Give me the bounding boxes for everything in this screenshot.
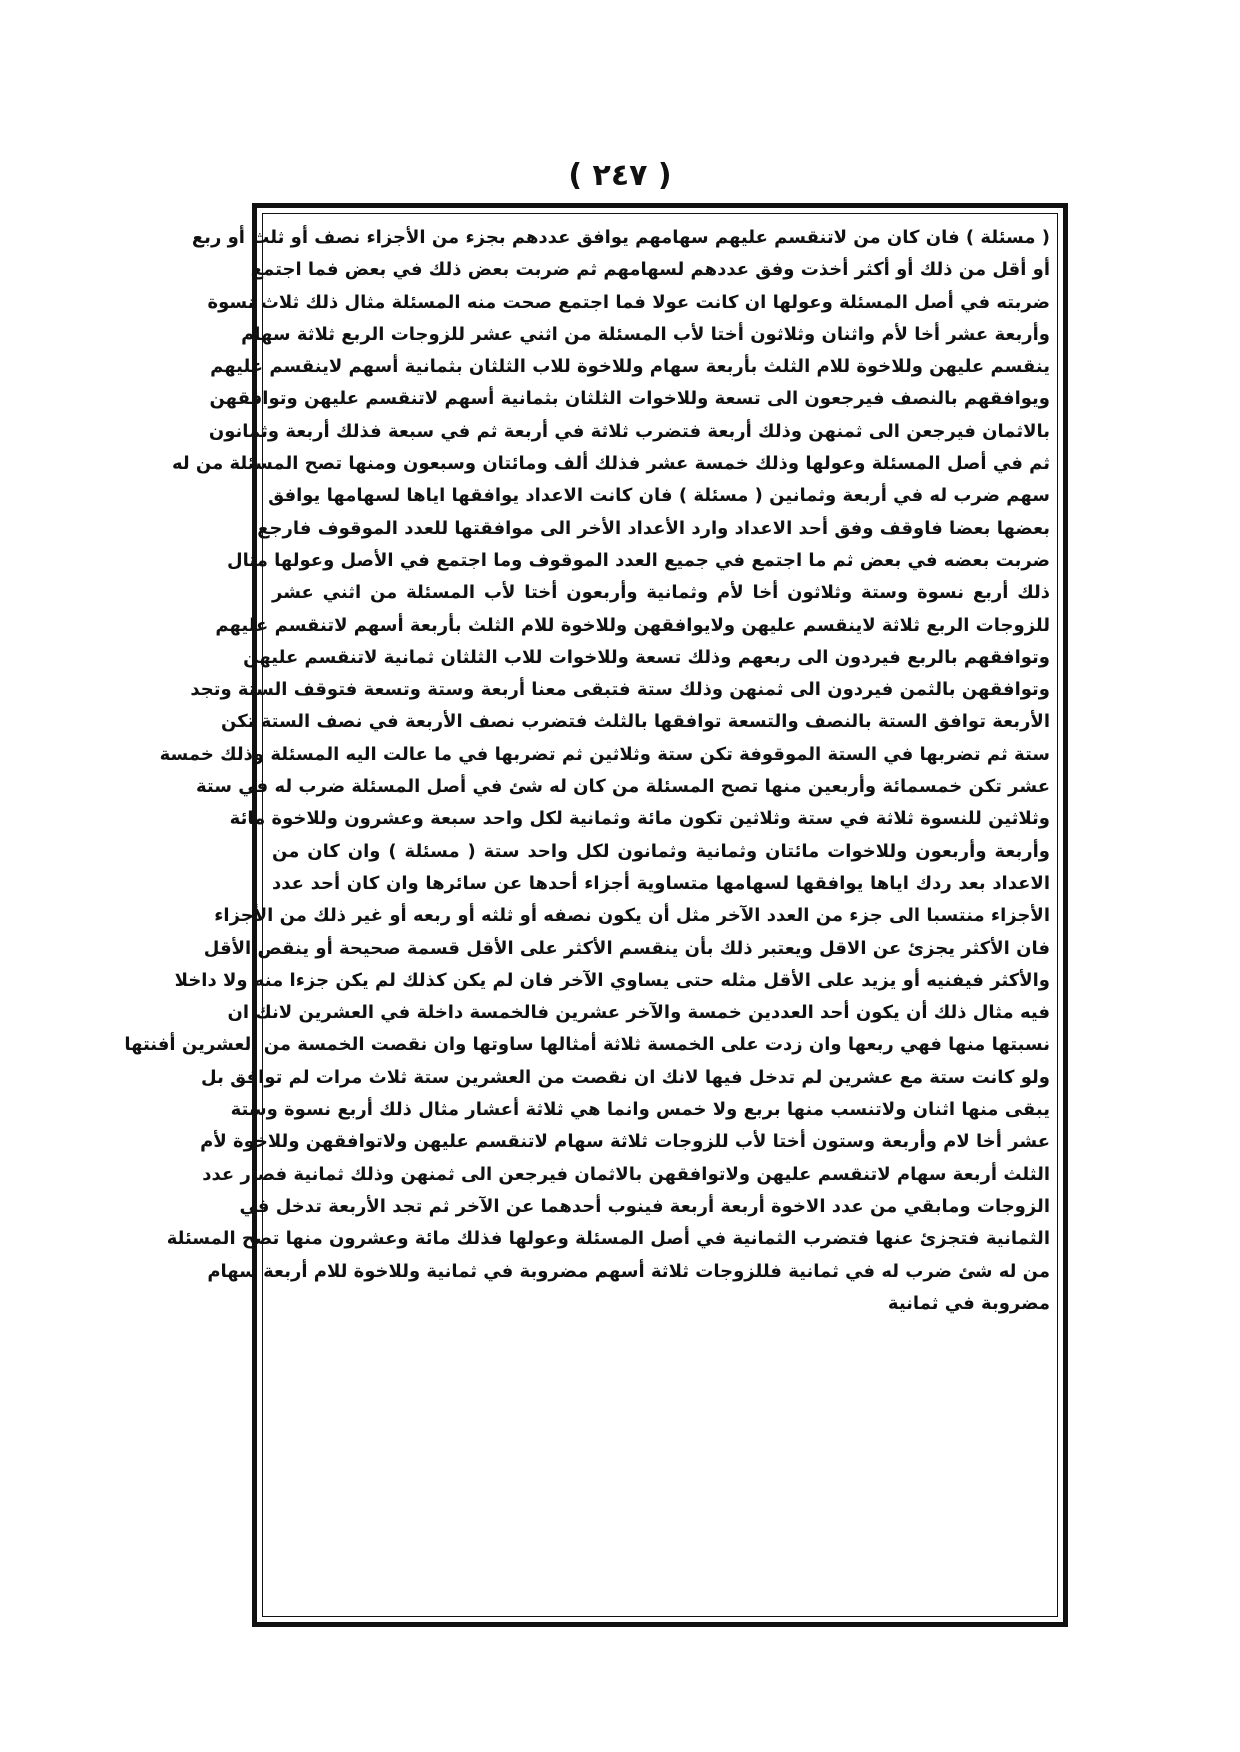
text-line: نسبتها منها فهي ربعها وان زدت على الخمسة ثلاثة أمثالها ساوتها وان نقصت الخمسة من العشرين أفنتها	[124, 1034, 1050, 1056]
text-line: وأربعة عشر أخا لأم واثنان وثلاثون أختا لأب المسئلة من اثني عشر للزوجات الربع ثلاثة سهام	[241, 323, 1050, 345]
text-line: ثم في أصل المسئلة وعولها وذلك خمسة عشر فذلك ألف ومائتان وسبعون ومنها تصح المسئلة من له	[171, 453, 1050, 475]
text-line: وثلاثين للنسوة ثلاثة في ستة وثلاثين تكون مائة وثمانية لكل واحد سبعة وعشرون وللاخوة مائة	[229, 808, 1050, 830]
text-line: ذلك أربع نسوة وستة وثلاثون أخا لأم وثمانية وأربعون أختا لأب المسئلة من اثني عشر	[272, 582, 1050, 604]
text-line: ويوافقهم بالنصف فيرجعون الى تسعة وللاخوات الثلثان بثمانية أسهم لاتنقسم عليهن وتوافقهن	[209, 388, 1050, 410]
text-line: الزوجات ومابقي من عدد الاخوة أربعة أربعة فينوب أحدهما عن الآخر ثم تجد الأربعة تدخل في	[239, 1195, 1050, 1217]
page-number: ( ٢٤٧ )	[568, 158, 672, 193]
text-line: فيه مثال ذلك أن يكون أحد العددين خمسة والآخر عشرين فالخمسة داخلة في العشرين لانك ان	[227, 1002, 1050, 1024]
text-line: ضربته في أصل المسئلة وعولها ان كانت عولا فما اجتمع صحت منه المسئلة مثال ذلك ثلاث نسوة	[207, 291, 1050, 313]
text-line: من له شئ ضرب له في ثمانية فللزوجات ثلاثة أسهم مضروبة في ثمانية وللاخوة للام أربعة سهام	[207, 1260, 1050, 1282]
text-line: ضربت بعضه في بعض ثم ما اجتمع في جميع العدد الموقوف وما اجتمع في الأصل وعولها مثال	[226, 549, 1050, 571]
text-line: الثمانية فتجزئ عنها فتضرب الثمانية في أصل المسئلة وعولها فذلك مائة وعشرون منها تصح المسئلة	[166, 1228, 1050, 1250]
text-line: ينقسم عليهن وللاخوة للام الثلث بأربعة سهام وللاخوة للاب الثلثان بثمانية أسهم لاينقسم عليهم	[210, 356, 1050, 378]
text-line: مضروبة في ثمانية	[887, 1292, 1050, 1314]
text-line: وأربعة وأربعون وللاخوات مائتان وثمانية وثمانون لكل واحد ستة ( مسئلة ) وان كان من	[272, 840, 1050, 862]
text-line: الأربعة توافق الستة بالنصف والتسعة توافقها بالثلث فتضرب نصف الأربعة في نصف الستة تكن	[221, 711, 1050, 733]
text-line: فان الأكثر يجزئ عن الاقل ويعتبر ذلك بأن ينقسم الأكثر على الأقل قسمة صحيحة أو ينقص الأقل	[203, 937, 1050, 959]
text-line: بالاثمان فيرجعن الى ثمنهن وذلك أربعة فتضرب ثلاثة في أربعة ثم في سبعة فذلك أربعة وثمانون	[208, 420, 1050, 442]
text-line: ولو كانت ستة مع عشرين لم تدخل فيها لانك ان نقصت من العشرين ستة ثلاث مرات لم توافق بل	[201, 1066, 1050, 1088]
text-line: والأكثر فيفنيه أو يزيد على الأقل مثله حتى يساوي الآخر فان لم يكن كذلك لم يكن جزءا منه ولا داخلا	[174, 969, 1050, 991]
text-line: يبقى منها اثنان ولاتنسب منها بربع ولا خمس وانما هي ثلاثة أعشار مثال ذلك أربع نسوة وستة	[230, 1099, 1050, 1121]
text-line: بعضها بعضا فاوقف وفق أحد الاعداد وارد الأعداد الأخر الى موافقتها للعدد الموقوف فارجع	[257, 517, 1050, 539]
text-line: الاعداد بعد ردك اياها يوافقها لسهامها متساوية أجزاء أحدها عن سائرها وان كان أحد عدد	[272, 872, 1050, 894]
text-line: عشر تكن خمسمائة وأربعين منها تصح المسئلة من كان له شئ في أصل المسئلة ضرب له في ستة	[195, 776, 1050, 798]
text-line: أو أقل من ذلك أو أكثر أخذت وفق عددهم لسهامهم ثم ضربت بعض ذلك في بعض فما اجتمع	[250, 259, 1050, 281]
text-line: وتوافقهن بالثمن فيردون الى ثمنهن وذلك ستة فتبقى معنا أربعة وستة وتسعة فتوقف الستة وتجد	[190, 679, 1050, 701]
body-text	[124, 222, 1050, 1320]
text-line: الثلث أربعة سهام لاتنقسم عليهن ولاتوافقهن بالاثمان فيرجعن الى ثمنهن وذلك ثمانية فصار عدد	[202, 1163, 1050, 1185]
text-line: سهم ضرب له في أربعة وثمانين ( مسئلة ) فان كانت الاعداد يوافقها اياها لسهامها يوافق	[268, 485, 1050, 507]
text-line: وتوافقهم بالربع فيردون الى ربعهم وذلك تسعة وللاخوات للاب الثلثان ثمانية لاتنقسم عليهن	[243, 646, 1050, 668]
text-line: الأجزاء منتسبا الى جزء من العدد الآخر مثل أن يكون نصفه أو ثلثه أو ربعه أو غير ذلك من الأجزاء	[214, 905, 1050, 927]
text-line: للزوجات الربع ثلاثة لاينقسم عليهن ولايوافقهن وللاخوة للام الثلث بأربعة أسهم لاتنقسم عليهم	[215, 614, 1050, 636]
text-line: عشر أخا لام وأربعة وستون أختا لأب للزوجات ثلاثة سهام لاتنقسم عليهن ولاتوافقهن وللاخوة لأم	[200, 1131, 1050, 1153]
text-line: ( مسئلة ) فان كان من لاتنقسم عليهم سهامهم يوافق عددهم بجزء من الأجزاء نصف أو ثلث أو ربع	[191, 227, 1050, 248]
text-line: ستة ثم تضربها في الستة الموقوفة تكن ستة وثلاثين ثم تضربها في ما عالت اليه المسئلة وذلك خمسة	[159, 743, 1050, 765]
